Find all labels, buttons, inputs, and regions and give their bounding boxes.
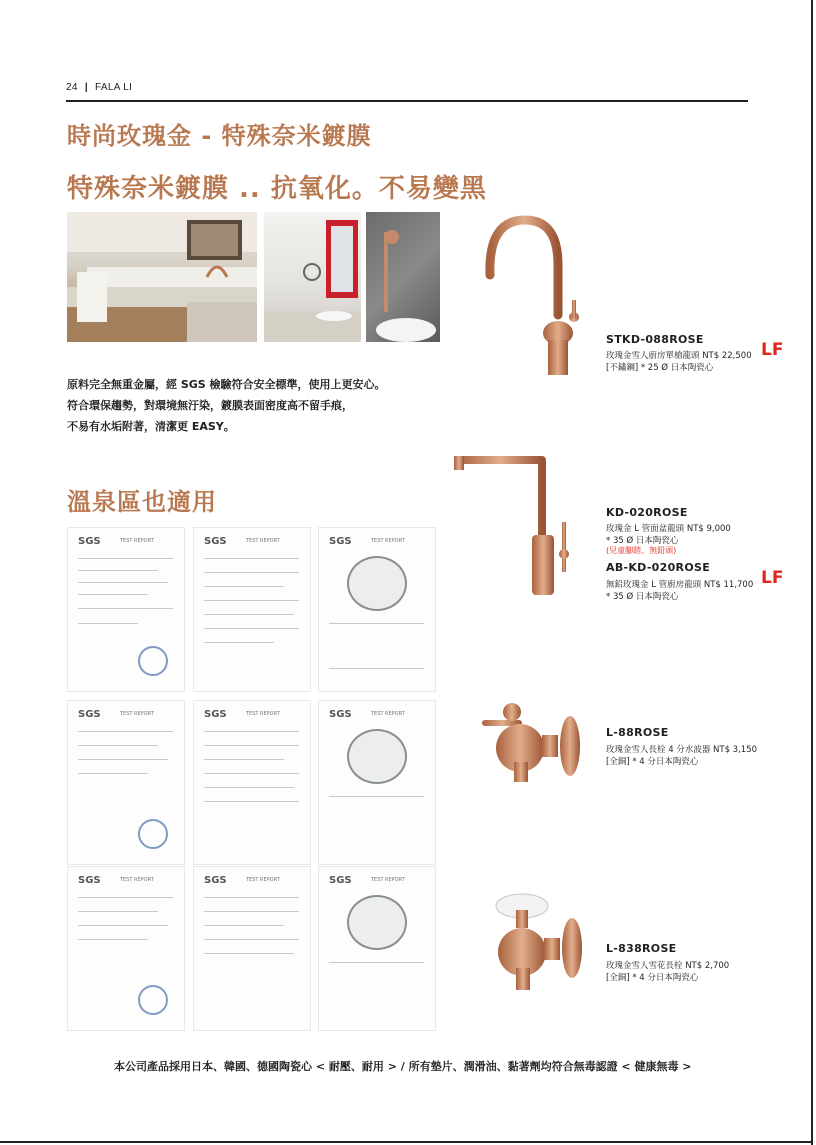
section-title-nano-coating: 特殊奈米鍍膜 .. 抗氧化。不易變黑 — [67, 174, 487, 204]
report-line — [204, 939, 299, 940]
product-desc-l-838rose: 玫瑰金雪人雪花長栓 NT$ 2,700 — [606, 961, 730, 971]
report-line — [329, 796, 424, 797]
sgs-report-3 — [318, 527, 436, 692]
report-line — [204, 586, 284, 587]
report-line — [204, 572, 299, 573]
report-line — [204, 600, 299, 601]
product-code-stkd-088rose: STKD-088ROSE — [606, 333, 704, 346]
section-title-hot-spring: 溫泉區也適用 — [67, 488, 217, 516]
report-heading: TEST REPORT — [246, 538, 280, 544]
report-line — [204, 558, 299, 559]
report-heading: TEST REPORT — [371, 877, 405, 883]
sgs-report-7 — [67, 866, 185, 1031]
report-line — [78, 608, 173, 609]
report-line — [78, 897, 173, 898]
sgs-logo: SGS — [78, 709, 101, 720]
sgs-logo: SGS — [78, 536, 101, 547]
report-heading: TEST REPORT — [371, 711, 405, 717]
report-line — [204, 745, 299, 746]
report-heading: TEST REPORT — [371, 538, 405, 544]
brand-name: FALA LI — [95, 82, 133, 93]
report-line — [78, 745, 158, 746]
kitchen-faucet-image — [470, 205, 600, 385]
report-heading: TEST REPORT — [246, 711, 280, 717]
bib-tap-image — [478, 690, 588, 790]
report-heading: TEST REPORT — [120, 877, 154, 883]
report-line — [78, 939, 148, 940]
page-border-bottom — [0, 1141, 813, 1143]
product-desc-ab-kd-020rose: 無鉛玫瑰金 L 管廚房龍頭 NT$ 11,700 — [606, 580, 754, 590]
header-rule — [66, 100, 748, 102]
report-line — [78, 558, 173, 559]
l-tube-faucet-image — [450, 450, 600, 600]
lead-free-badge: LF — [761, 340, 784, 360]
bathroom-mirror-photo — [264, 212, 361, 342]
product-desc-kd-020rose: 玫瑰金 L 管面盆龍頭 NT$ 9,000 — [606, 524, 731, 534]
report-line — [204, 787, 294, 788]
product-spec-l-838rose: [全銅] * 4 分日本陶瓷心 — [606, 973, 699, 983]
report-line — [204, 773, 299, 774]
report-line — [78, 911, 158, 912]
sgs-seal-icon — [138, 985, 168, 1015]
report-line — [78, 773, 148, 774]
sgs-report-6 — [318, 700, 436, 865]
report-line — [204, 911, 299, 912]
report-heading: TEST REPORT — [120, 538, 154, 544]
report-line — [78, 623, 138, 624]
report-line — [78, 594, 148, 595]
page-header — [66, 82, 132, 93]
sgs-logo: SGS — [204, 709, 227, 720]
page-border-right — [811, 0, 813, 1145]
report-line — [204, 614, 294, 615]
product-spec-stkd-088rose: [不鏽鋼] * 25 Ø 日本陶瓷心 — [606, 363, 714, 373]
kitchen-illustration — [67, 212, 257, 342]
product-code-l-838rose: L-838ROSE — [606, 942, 677, 955]
report-line — [78, 570, 158, 571]
product-spec-ab-kd-020rose: * 35 Ø 日本陶瓷心 — [606, 592, 679, 602]
sgs-logo: SGS — [329, 875, 352, 886]
report-line — [78, 759, 168, 760]
report-line — [329, 962, 424, 963]
lead-free-badge: LF — [761, 568, 784, 588]
sgs-logo: SGS — [204, 875, 227, 886]
report-line — [204, 801, 299, 802]
report-line — [204, 897, 299, 898]
shower-photo — [366, 212, 440, 342]
product-code-ab-kd-020rose: AB-KD-020ROSE — [606, 561, 711, 574]
product-desc-stkd-088rose: 玫瑰金雪人廚房單槍龍頭 NT$ 22,500 — [606, 351, 752, 361]
report-line — [78, 582, 168, 583]
sgs-report-8 — [193, 866, 311, 1031]
product-code-kd-020rose: KD-020ROSE — [606, 506, 688, 519]
report-line — [329, 623, 424, 624]
sgs-logo: SGS — [329, 709, 352, 720]
sgs-report-1 — [67, 527, 185, 692]
report-heading: TEST REPORT — [246, 877, 280, 883]
footer-note: 本公司產品採用日本、韓國、德國陶瓷心 < 耐壓、耐用 > / 所有墊片、潤滑油、黏著劑均符合無毒認證 < 健康無毒 > — [114, 1060, 692, 1073]
report-line — [78, 731, 173, 732]
report-line — [204, 731, 299, 732]
header-separator: | — [84, 82, 88, 93]
bathroom-illustration — [264, 212, 361, 342]
sgs-seal-icon — [138, 819, 168, 849]
report-line — [204, 642, 274, 643]
hose-sample-photo — [347, 729, 407, 784]
sgs-report-9 — [318, 866, 436, 1031]
product-spec-l-88rose: [全銅] * 4 分日本陶瓷心 — [606, 757, 699, 767]
kitchen-photo — [67, 212, 257, 342]
report-line — [78, 925, 168, 926]
report-line — [204, 953, 294, 954]
product-desc-l-88rose: 玫瑰金雪人長栓 4 分水波器 NT$ 3,150 — [606, 745, 758, 755]
shower-illustration — [366, 212, 440, 342]
sgs-seal-icon — [138, 646, 168, 676]
product-code-l-88rose: L-88ROSE — [606, 726, 669, 739]
sgs-report-4 — [67, 700, 185, 865]
product-note-kd-020rose: (兒童腳踏、無鉛頭) — [606, 546, 677, 555]
page-number: 24 — [66, 82, 78, 93]
sgs-logo: SGS — [329, 536, 352, 547]
sgs-logo: SGS — [78, 875, 101, 886]
report-line — [204, 925, 284, 926]
report-line — [204, 628, 299, 629]
product-spec-kd-020rose: * 35 Ø 日本陶瓷心 — [606, 536, 679, 546]
body-line-3: 不易有水垢附著，清潔更 EASY。 — [67, 420, 235, 433]
cross-handle-tap-image — [478, 890, 588, 995]
sgs-report-2 — [193, 527, 311, 692]
sgs-logo: SGS — [204, 536, 227, 547]
section-title-rose-gold: 時尚玫瑰金 - 特殊奈米鍍膜 — [67, 122, 372, 150]
sgs-report-5 — [193, 700, 311, 865]
body-line-1: 原料完全無重金屬，經 SGS 檢驗符合安全標準，使用上更安心。 — [67, 378, 386, 391]
hose-sample-photo — [347, 556, 407, 611]
body-line-2: 符合環保趨勢，對環境無汙染，鍍膜表面密度高不留手痕， — [67, 399, 353, 412]
report-line — [204, 759, 284, 760]
report-line — [329, 668, 424, 669]
report-heading: TEST REPORT — [120, 711, 154, 717]
hose-sample-photo — [347, 895, 407, 950]
